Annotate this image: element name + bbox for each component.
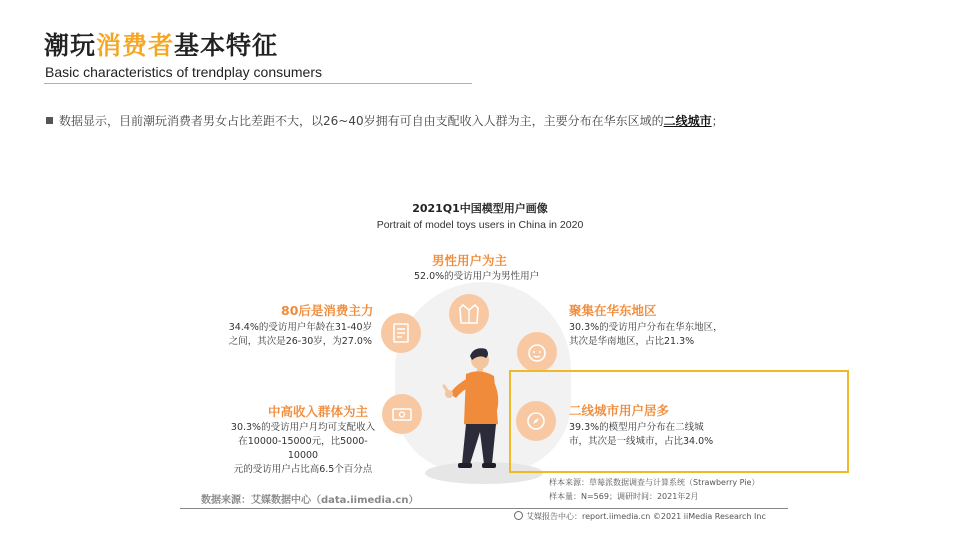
data-source: 数据来源：艾媒数据中心（data.iimedia.cn） xyxy=(201,495,419,506)
city-text-line: 39.3%的模型用户分布在二线城 xyxy=(569,422,704,433)
income-text-line: 元的受访用户占比高6.5个百分点 xyxy=(233,464,373,475)
footer xyxy=(514,511,766,522)
suit-icon xyxy=(449,294,489,334)
male-text: 52.0%的受访用户为男性用户 xyxy=(414,271,540,282)
east-text xyxy=(569,321,739,349)
person-illustration xyxy=(436,346,506,476)
age-text xyxy=(220,321,372,349)
summary-emphasis: 二线城市 xyxy=(663,114,712,128)
figure-subtitle: Portrait of model toys users in China in 2020 xyxy=(376,219,584,231)
page-title xyxy=(44,26,278,62)
sample-size-note: 样本量：N=569；调研时间：2021年2月 xyxy=(549,492,699,501)
income-text xyxy=(228,421,378,477)
income-heading: 中高收入群体为主 xyxy=(268,404,369,419)
male-heading: 男性用户为主 xyxy=(432,253,508,268)
baby-face-icon xyxy=(517,332,557,372)
title-underline xyxy=(44,83,472,84)
east-text-line: 其次是华南地区，占比21.3% xyxy=(569,336,695,347)
document-icon xyxy=(381,313,421,353)
money-icon xyxy=(382,394,422,434)
east-text-line: 30.3%的受访用户分布在华东地区， xyxy=(569,322,723,333)
summary-tail: ； xyxy=(711,114,724,128)
iimedia-logo-icon xyxy=(514,511,523,520)
highlight-box xyxy=(509,370,849,473)
income-text-line: 30.3%的受访用户月均可支配收入 xyxy=(230,422,376,433)
city-heading: 二线城市用户居多 xyxy=(569,403,670,418)
figure-title: 2021Q1中国模型用户画像 xyxy=(412,202,548,215)
summary-text: 数据显示，目前潮玩消费者男女占比差距不大，以26~40岁拥有可自由支配收入人群为主，主要分布在华东区域的 xyxy=(59,114,664,128)
footer-text: 艾媒报告中心：report.iimedia.cn ©2021 iiMedia Research Inc xyxy=(526,512,766,521)
title-post: 基本特征 xyxy=(174,31,279,60)
bullet-square-icon xyxy=(46,117,53,124)
age-text-line: 之间，其次是26-30岁，为27.0% xyxy=(228,336,372,347)
title-accent: 消费者 xyxy=(96,31,175,60)
title-pre: 潮玩 xyxy=(44,31,97,60)
income-text-line: 在10000-15000元，比5000-10000 xyxy=(238,436,368,461)
summary-bullet xyxy=(46,112,724,129)
city-text-line: 市，其次是一线城市，占比34.0% xyxy=(569,436,714,447)
age-text-line: 34.4%的受访用户年龄在31-40岁 xyxy=(228,322,372,333)
east-heading: 聚集在华东地区 xyxy=(569,303,657,318)
page-subtitle: Basic characteristics of trendplay consumers xyxy=(45,64,322,80)
footer-divider xyxy=(180,508,788,509)
age-heading: 80后是消费主力 xyxy=(281,303,374,318)
sample-source-note: 样本来源：草莓派数据调查与计算系统（Strawberry Pie） xyxy=(549,478,760,487)
